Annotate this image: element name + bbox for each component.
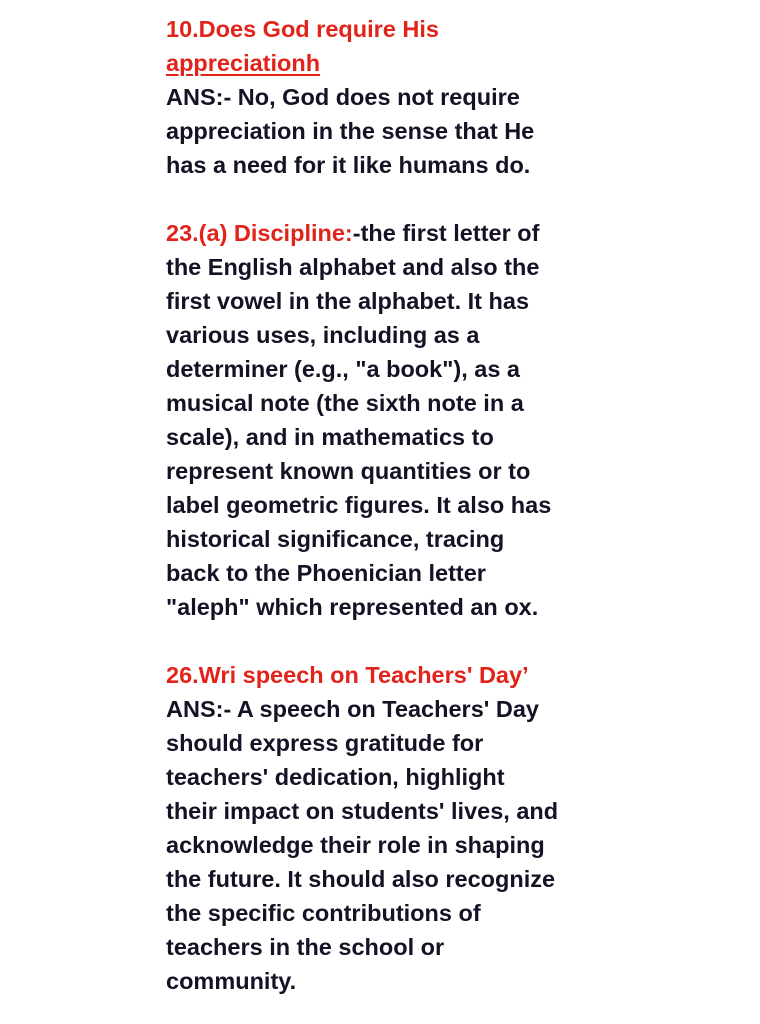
answer-line: their impact on students' lives, and (166, 798, 559, 824)
answer-line: musical note (the sixth note in a (166, 390, 524, 416)
question-heading-line (166, 216, 606, 250)
answer-line: community. (166, 968, 297, 994)
answer-line: ANS:- A speech on Teachers' Day (166, 696, 539, 722)
answer-line: label geometric figures. It also has (166, 492, 552, 518)
answer-line: has a need for it like humans do. (166, 152, 531, 178)
question-10 (166, 12, 606, 182)
answer-line: the English alphabet and also the (166, 254, 540, 280)
answer-line: represent known quantities or to (166, 458, 531, 484)
answer-line: scale), and in mathematics to (166, 424, 494, 450)
question-26 (166, 658, 606, 998)
answer-line: teachers in the school or (166, 934, 445, 960)
question-heading: 10.Does God require His (166, 16, 439, 42)
answer-line: the specific contributions of (166, 900, 481, 926)
question-23a (166, 216, 606, 624)
question-heading (166, 46, 606, 80)
text-column (166, 12, 606, 998)
answer-line: back to the Phoenician letter (166, 560, 486, 586)
answer-line: teachers' dedication, highlight (166, 764, 505, 790)
answer-line: first vowel in the alphabet. It has (166, 288, 530, 314)
answer-line: should express gratitude for (166, 730, 484, 756)
question-heading: 26.Wri speech on Teachers' Day’ (166, 662, 529, 688)
section-spacer (166, 624, 606, 658)
answer-line: various uses, including as a (166, 322, 480, 348)
answer-line: the future. It should also recognize (166, 866, 556, 892)
question-heading-underlined: appreciationh (166, 50, 321, 76)
answer-line: ANS:- No, God does not require (166, 84, 520, 110)
answer-text: -the first letter of (352, 220, 540, 246)
answer-line: "aleph" which represented an ox. (166, 594, 539, 620)
question-heading: 23.(a) Discipline: (166, 220, 353, 246)
answer-line: historical significance, tracing (166, 526, 505, 552)
answer-line: appreciation in the sense that He (166, 118, 535, 144)
answer-line: determiner (e.g., "a book"), as a (166, 356, 520, 382)
section-spacer (166, 182, 606, 216)
answer-line: acknowledge their role in shaping (166, 832, 545, 858)
